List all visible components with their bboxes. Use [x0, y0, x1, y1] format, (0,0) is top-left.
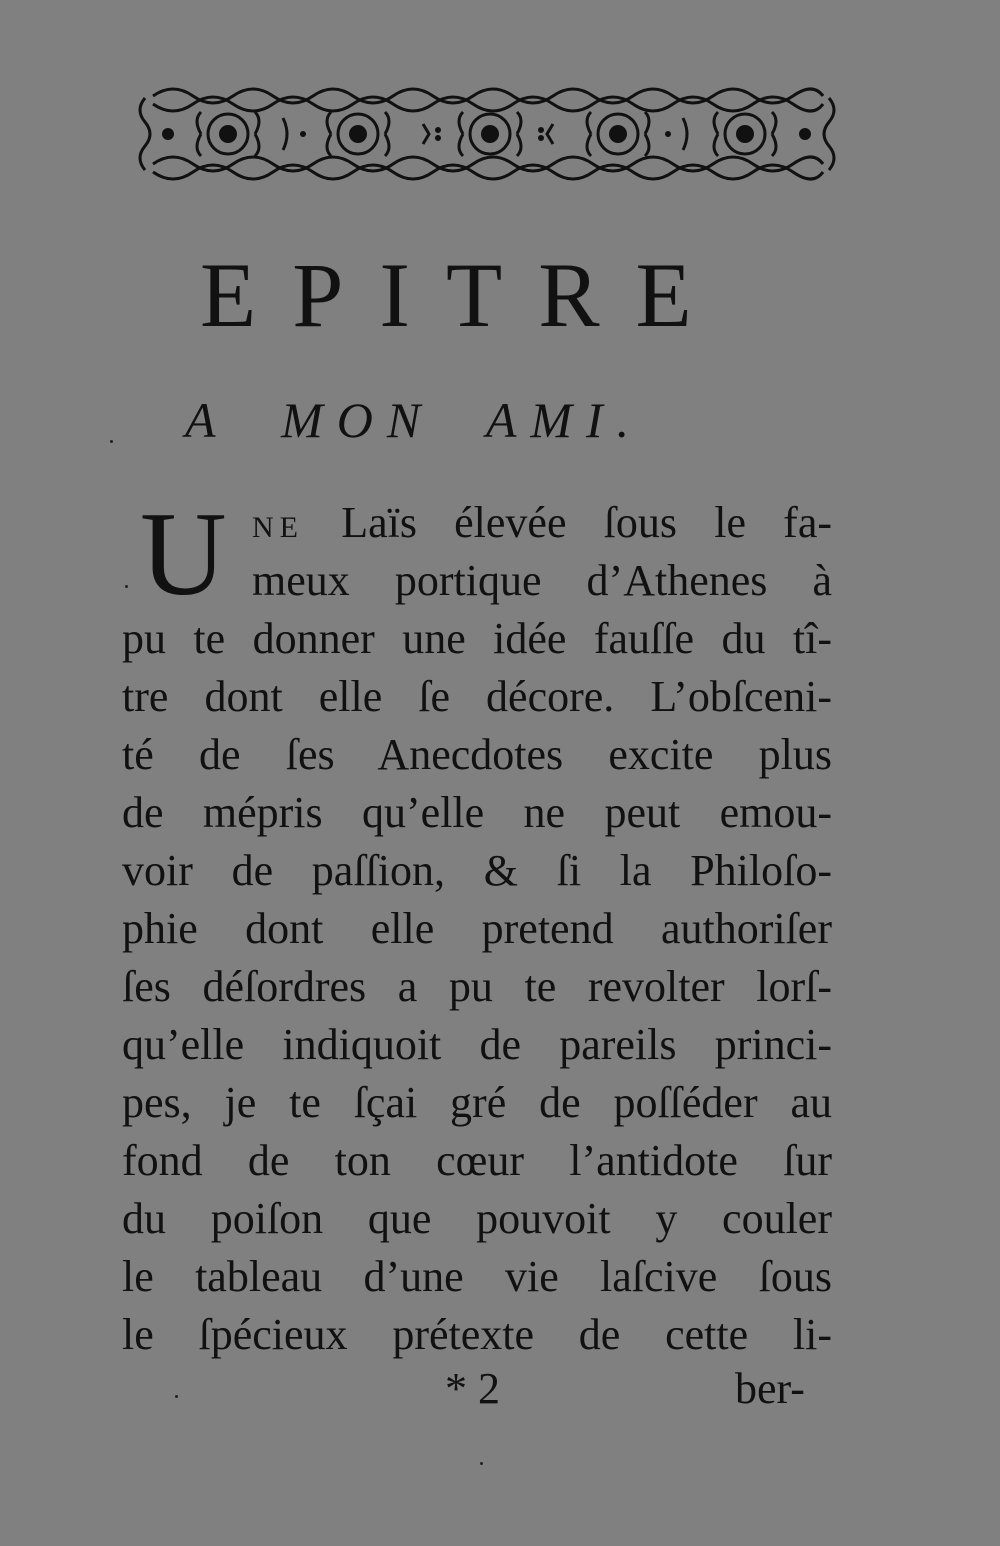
text-line: pu te donner une idée fauſſe du tî-: [122, 614, 832, 663]
paper-speck: [175, 1395, 178, 1398]
text-line: té de ſes Anecdotes excite plus: [122, 730, 832, 779]
text-line-content: Laïs élevée ſous le fa-: [304, 498, 832, 547]
text-line: ſes déſordres a pu te revolter lorſ-: [122, 962, 832, 1011]
page-subtitle: A MON AMI.: [185, 392, 644, 448]
paper-speck: [125, 585, 128, 588]
text-line: meux portique d’Athenes à: [252, 556, 832, 605]
paper-speck: [110, 440, 113, 443]
text-line: tre dont elle ſe décore. L’obſceni-: [122, 672, 832, 721]
page-title: EPITRE: [200, 244, 728, 346]
text-line: le ſpécieux prétexte de cette li-: [122, 1310, 832, 1359]
floral-headpiece-ornament-icon: [133, 78, 840, 190]
small-caps-lead: NE: [252, 511, 304, 544]
text-line: [252, 494, 832, 552]
text-line: phie dont elle pretend authoriſer: [122, 904, 832, 953]
text-line: du poiſon que pouvoit y couler: [122, 1194, 832, 1243]
text-line: fond de ton cœur l’antidote ſur: [122, 1136, 832, 1185]
text-line: de mépris qu’elle ne peut emou-: [122, 788, 832, 837]
text-line: qu’elle indiquoit de pareils princi-: [122, 1020, 832, 1069]
text-line: pes, je te ſçai gré de poſſéder au: [122, 1078, 832, 1127]
text-line: le tableau d’une vie laſcive ſous: [122, 1252, 832, 1301]
paper-speck: [480, 1462, 483, 1465]
catchword: ber-: [735, 1364, 805, 1413]
text-line: voir de paſſion, & ſi la Philoſo-: [122, 846, 832, 895]
signature-mark: * 2: [445, 1364, 500, 1413]
drop-cap: U: [140, 487, 227, 620]
